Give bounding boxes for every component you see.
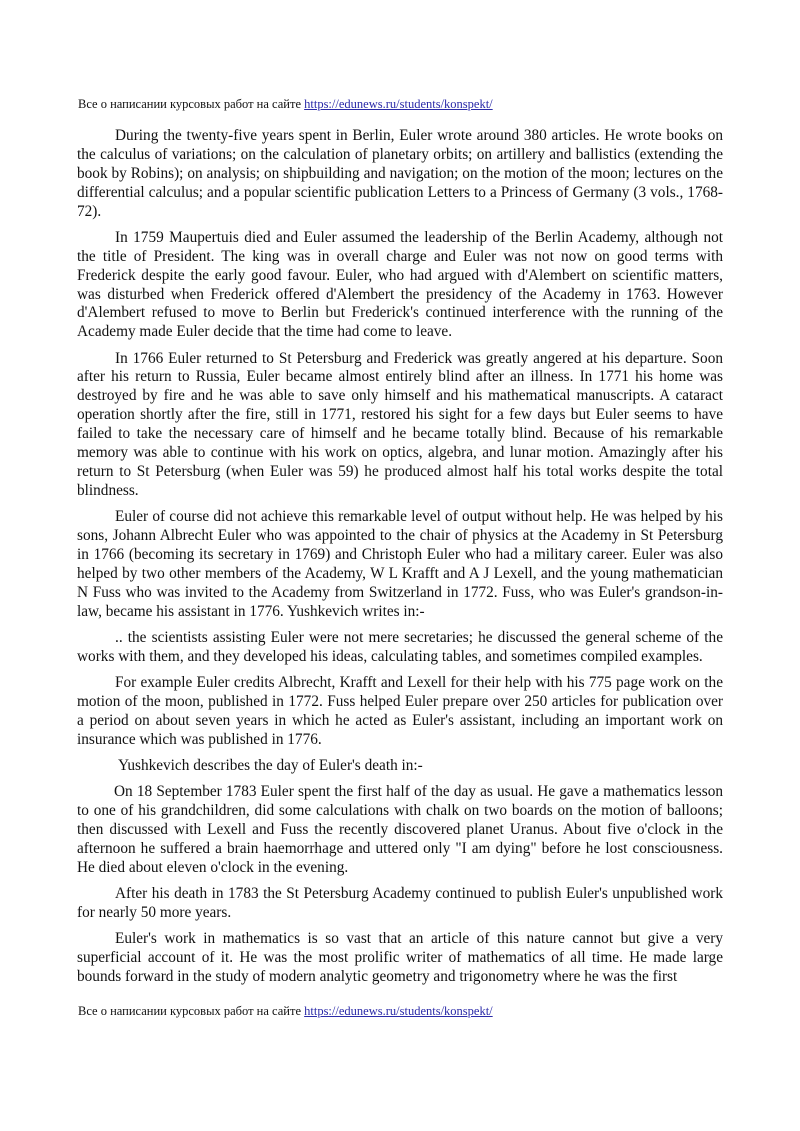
paragraph-work-overview: Euler's work in mathematics is so vast that an article of this nature cannot but give a very superficial account of it. He was the most prolific writer of mathematics of all time. He made large bounds forward in the study of modern analytic geometry and trigonometry where he was the first xyxy=(77,930,723,985)
paragraph-death-intro: Yushkevich describes the day of Euler's death in:- xyxy=(118,756,423,774)
quote-day-of-death: On 18 September 1783 Euler spent the first half of the day as usual. He gave a mathematics lesson to one of his grandchildren, did some calculations with chalk on two boards on the motion of balloons; then discussed with Lexell and Fuss the recently discovered planet Uranus. About five o'clock in the afternoon he suffered a brain haemorrhage and uttered only "I am dying" before he lost consciousness. He died about eleven o'clock in the evening. xyxy=(77,783,723,876)
paragraph-credits: For example Euler credits Albrecht, Krafft and Lexell for their help with his 775 page work on the motion of the moon, published in 1772. Fuss helped Euler prepare over 250 articles for publication over a period on about seven years in which he acted as Euler's assistant, including an important work on insurance which was published in 1776. xyxy=(77,673,723,748)
header-text: Все о написании курсовых работ на сайте xyxy=(78,97,305,111)
page-header xyxy=(78,96,493,112)
footer-link[interactable]: https://edunews.ru/students/konspekt/ xyxy=(304,1004,493,1018)
paragraph-st-petersburg-return: In 1766 Euler returned to St Petersburg and Frederick was greatly angered at his departure. Soon after his return to Russia, Euler became almost entirely blind after an illness. In 1771 his home was destroyed by fire and he was able to save only himself and his mathematical manuscripts. A cataract operation shortly after the fire, still in 1771, restored his sight for a few days but Euler seems to have failed to take the necessary care of himself and he became totally blind. Because of his remarkable memory was able to continue with his work on optics, algebra, and lunar motion. Amazingly after his return to St Petersburg (when Euler was 59) he produced almost half his total works despite the total blindness. xyxy=(77,349,723,499)
paragraph-berlin-academy: In 1759 Maupertuis died and Euler assumed the leadership of the Berlin Academy, although not the title of President. The king was in overall charge and Euler was not now on good terms with Frederick despite the early good favour. Euler, who had argued with d'Alembert on scientific matters, was disturbed when Frederick offered d'Alembert the presidency of the Academy in 1763. However d'Alembert refused to move to Berlin but Frederick's continued interference with the running of the Academy made Euler decide that the time had come to leave. xyxy=(77,228,723,341)
page-footer xyxy=(78,1003,493,1019)
paragraph-berlin-years: During the twenty-five years spent in Berlin, Euler wrote around 380 articles. He wrote books on the calculus of variations; on the calculation of planetary orbits; on artillery and ballistics (extending the book by Robins); on analysis; on shipbuilding and navigation; on the motion of the moon; lectures on the differential calculus; and a popular scientific publication Letters to a Princess of Germany (3 vols., 1768-72). xyxy=(77,127,723,220)
quote-scientists-assisting: .. the scientists assisting Euler were not mere secretaries; he discussed the general scheme of the works with them, and they developed his ideas, calculating tables, and sometimes compiled examples. xyxy=(77,628,723,665)
paragraph-assistants: Euler of course did not achieve this remarkable level of output without help. He was helped by his sons, Johann Albrecht Euler who was appointed to the chair of physics at the Academy in St Petersburg in 1766 (becoming its secretary in 1769) and Christoph Euler who had a military career. Euler was also helped by two other members of the Academy, W L Krafft and A J Lexell, and the young mathematician N Fuss who was invited to the Academy from Switzerland in 1772. Fuss, who was Euler's grandson-in-law, became his assistant in 1776. Yushkevich writes in:- xyxy=(77,508,723,620)
paragraph-after-death: After his death in 1783 the St Petersburg Academy continued to publish Euler's unpublished work for nearly 50 more years. xyxy=(77,884,723,921)
footer-text: Все о написании курсовых работ на сайте xyxy=(78,1004,305,1018)
document-body xyxy=(77,127,723,994)
header-link[interactable]: https://edunews.ru/students/konspekt/ xyxy=(304,97,493,111)
